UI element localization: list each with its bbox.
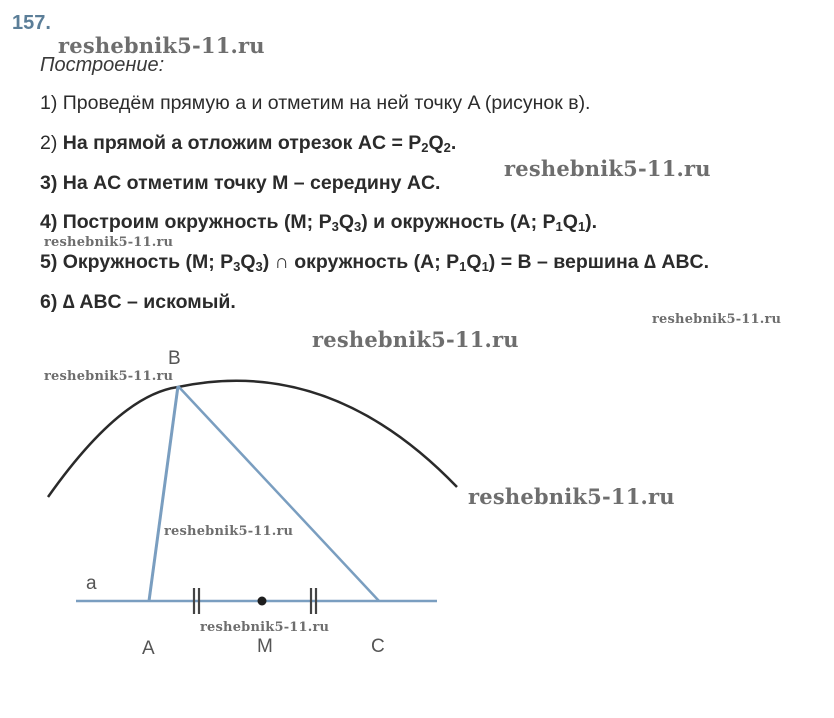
step-4-part-a: 4) Построим окружность (M; P (40, 211, 332, 233)
step-5-part-a: 5) Окружность (M; P (40, 251, 234, 273)
step-5-part-c: ) ∩ окружность (A; P (262, 251, 460, 273)
step-2-text: На прямой a отложим отрезок AC = P (62, 132, 422, 154)
label-a: a (86, 573, 97, 594)
side-AB (149, 386, 178, 601)
watermark-right-big: reshebnik5-11.ru (468, 484, 675, 509)
step-5-sub4: 1 (481, 259, 489, 274)
step-5-part-e: ) = B – вершина ∆ ABC. (488, 251, 710, 273)
step-2-sub1: 2 (421, 140, 429, 155)
label-C: C (371, 636, 385, 657)
step-4-part-d: Q (562, 211, 578, 233)
step-4-part-c: ) и окружность (A; P (361, 211, 556, 233)
watermark-bottom: reshebnik5-11.ru (200, 620, 330, 635)
step-1: 1) Проведём прямую a и отметим на ней точку A (рисунок в). (40, 92, 591, 114)
label-B: B (168, 348, 181, 369)
label-A: A (142, 638, 155, 659)
watermark-triangle: reshebnik5-11.ru (164, 524, 294, 539)
step-4-sub1: 3 (331, 219, 339, 234)
step-5-part-b: Q (240, 251, 256, 273)
step-2-q: Q (428, 132, 444, 154)
step-2-sub2: 2 (443, 140, 451, 155)
step-4-part-b: Q (338, 211, 355, 233)
watermark-near-B: reshebnik5-11.ru (44, 369, 174, 384)
step-2-end: . (450, 132, 457, 154)
side-BC (178, 386, 379, 601)
step-4-part-e: ). (585, 211, 598, 233)
circle-arc (48, 381, 457, 497)
problem-number: 157. (12, 12, 51, 34)
label-M: M (257, 636, 273, 657)
watermark-step3: reshebnik5-11.ru (504, 156, 711, 181)
watermark-top: reshebnik5-11.ru (58, 33, 265, 58)
step-5-part-d: Q (466, 251, 482, 273)
step-2-prefix: 2) (40, 132, 63, 154)
watermark-step4: reshebnik5-11.ru (44, 235, 174, 250)
step-4-sub4: 1 (577, 219, 586, 234)
construction-heading: Построение: (40, 54, 165, 76)
watermark-right-small: reshebnik5-11.ru (652, 312, 782, 327)
step-3: 3) На AC отметим точку M – середину AC. (40, 172, 441, 194)
step-4-sub3: 1 (555, 219, 563, 234)
step-5-sub2: 3 (255, 259, 263, 274)
step-6: 6) ∆ ABC – искомый. (40, 291, 236, 313)
point-M-dot (258, 597, 267, 606)
step-5-sub1: 3 (233, 259, 241, 274)
step-5-sub3: 1 (459, 259, 467, 274)
step-4-sub2: 3 (354, 219, 362, 234)
watermark-middle: reshebnik5-11.ru (312, 327, 519, 352)
